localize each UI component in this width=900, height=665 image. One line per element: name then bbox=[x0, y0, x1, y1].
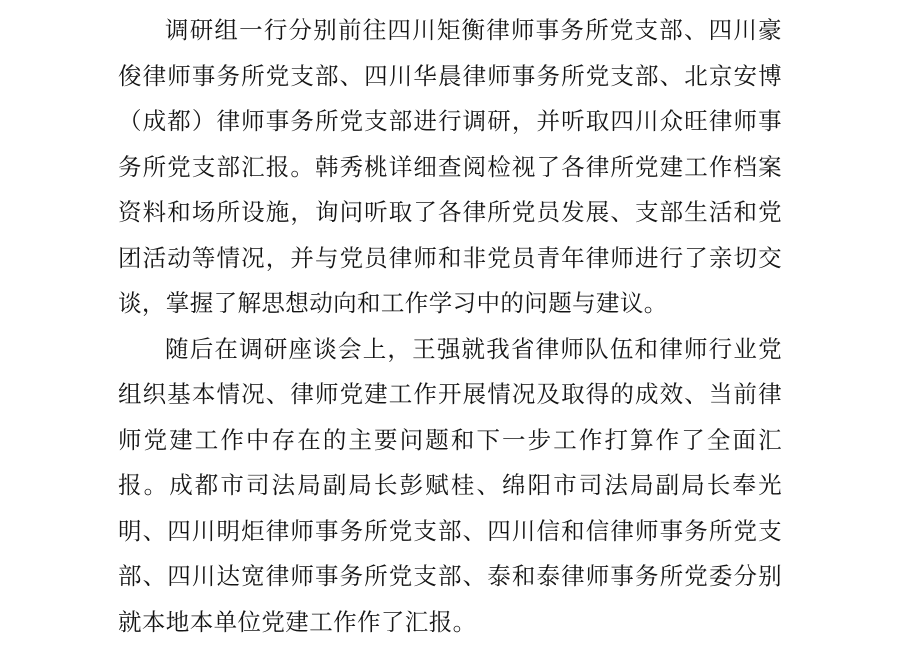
document-body bbox=[118, 8, 782, 645]
paragraph: 随后在调研座谈会上，王强就我省律师队伍和律师行业党组织基本情况、律师党建工作开展情况及取得的成效、当前律师党建工作中存在的主要问题和下一步工作打算作了全面汇报。成都市司法局副局长彭赋桂、绵阳市司法局副局长奉光明、四川明炬律师事务所党支部、四川信和信律师事务所党支部、四川达宽律师事务所党支部、泰和泰律师事务所党委分别就本地本单位党建工作作了汇报。 bbox=[118, 334, 782, 636]
paragraph: 调研组一行分别前往四川矩衡律师事务所党支部、四川豪俊律师事务所党支部、四川华晨律师事务所党支部、北京安博（成都）律师事务所党支部进行调研，并听取四川众旺律师事务所党支部汇报。韩秀桃详细查阅检视了各律所党建工作档案资料和场所设施，询问听取了各律所党员发展、支部生活和党团活动等情况，并与党员律师和非党员青年律师进行了亲切交谈，掌握了解思想动向和工作学习中的问题与建议。 bbox=[118, 16, 782, 317]
